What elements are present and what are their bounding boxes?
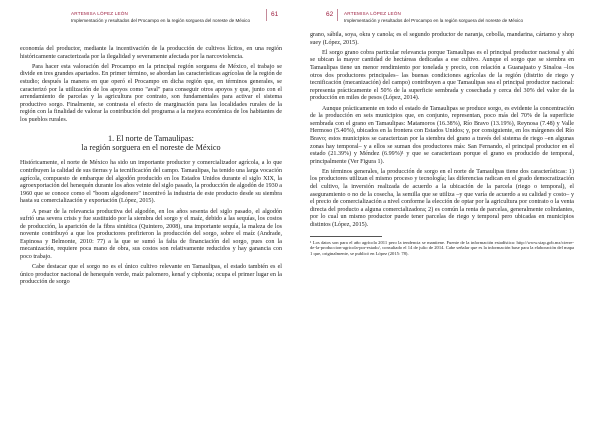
left-page <box>6 0 296 440</box>
right-page <box>306 0 596 440</box>
paragraph: En términos generales, la producción de sorgo en el norte de Tamaulipas tiene dos características: 1) los productores utilizan el mismo proceso y tecnología; las diferencias radican en el grado democratización del cultivo, la inversión realizada de acuerdo a la ubicación de la parcela (riego o temporal), el aseguramiento o no de la cosecha, la semilla que se utiliza –y que varía de acuerdo a su calidad y costo– y el precio de comercialización a nivel conforme la elección de optar por la agricultura por contrato o la venta directa del producto a alguna comercializadora; 2) es común la renta de parcelas, generalmente colindantes, por lo cual un mismo productor puede tener parcelas de riego y temporal pero ubicadas en municipios distintos (López, 2015). <box>310 168 574 229</box>
paragraph: economía del productor, mediante la incentivación de la producción de cultivos lícitos, en una región históricamente caracterizada por la ilegalidad y severamente afectada por la narcoviolencia. <box>20 46 282 60</box>
paragraph: Para hacer esta valoración del Procampo en la principal región sorguera de México, el trabajo se divide en tres grandes apartados. En primer término, se abordan las características agrícolas de la región de estudio; después la manera en que operó el Procampo en dicha región que, en términos generales, se caracterizó por la utilización de los apoyos como "aval" para conseguir otros apoyos y que, junto con el arrendamiento de parcelas y la agricultura por contrato, son fundamentales para activar el sistema productivo sorgo. Finalmente, se contrasta el efecto de marginación para las localidades rurales de la región con la finalidad de valorar la contribución del programa a la mejora económica de los habitantes de los pueblos rurales. <box>20 63 282 123</box>
footnote: ¹ Los datos son para el año agrícola 2011 pero la tendencia se mantiene. Fuente de la información estadística: http://www.siap.gob.mx/cierre-de-la-produccion-agricola-por-estado/, consultado el 14 de julio de 2014. Cabe señalar que es la información base para la elaboración del mapa 1 que, originalmente, se publicó en López (2015: 78). <box>310 239 574 256</box>
section-title <box>20 134 282 153</box>
paragraph: grano, sábila, soya, okra y canola; es el segundo productor de naranja, cebolla, mandarina, cártamo y shop suey (López, 2015). <box>310 32 574 46</box>
right-page-body <box>310 32 574 256</box>
paragraph: A pesar de la relevancia productiva del algodón, en los años sesenta del siglo pasado, el algodón sufrió una severa crisis y fue sustituido por la siembra del sorgo y el maíz, debido a las sequías, los costos de producción, la aparición de la fibra sintética (Quintero, 2008), una importante sequía, la maleza de los novente contribuyó a que los productores prefirieron la producción del sorgo, sobre el maíz (Andrade, Espinosa y Belmonte, 2010: 77) a la que se sumó la falta de financiación del sorgo, pues con la mecanización, requiere poca mano de obra, sus costos son relativamente reducidos y hay ganancia con poco trabajo. <box>20 208 282 261</box>
left-page-body <box>20 46 282 290</box>
page-number: 62 <box>326 9 338 21</box>
header-author: ARTEMISA LÓPEZ LEÓN <box>71 11 129 16</box>
page-number: 61 <box>266 9 278 21</box>
section-title-line: 1. El norte de Tamaulipas: <box>108 133 194 143</box>
header-title: Implementación y resultados del Procampo en la región sorguera del noreste de México <box>344 18 523 23</box>
paragraph: Aunque prácticamente en todo el estado de Tamaulipas se produce sorgo, es evidente la concentración de la producción en seis municipios que, en conjunto, representan, poco más del 70% de la superficie sembrada con el grano en Tamaulipas: Matamoros (16.38%), Río Bravo (13.19%), Reynosa (7.48) y Valle Hermoso (5.40%), ubicados en la frontera con Estados Unidos; y, por consiguiente, en los márgenes del Río Bravo; estos municipios se caracterizan por la siembra del grano a través del sistema de riego –en algunas zonas hay temporal– y a ellos se suman dos productores más: San Fernando, el principal productor en el estado (21.39%) y Méndez (6.99%)¹ y que se caracterizan porque el grano es producido de temporal, principalmente (Ver Figura 1). <box>310 105 574 165</box>
paragraph: Cabe destacar que el sorgo no es el único cultivo relevante en Tamaulipas, el estado también es el único productor nacional de henequén verde, maíz palomero, kenaf y cipbonia; ocupa el primer lugar en la producción de sorgo <box>20 264 282 286</box>
right-page-header <box>306 0 596 30</box>
left-page-header <box>6 0 296 30</box>
header-author: ARTEMISA LÓPEZ LEÓN <box>344 11 402 16</box>
paragraph: Históricamente, el norte de México ha sido un importante productor y comercializador agrícola, a lo que contribuyen la calidad de sus tierras y la tecnificación del campo. Tamaulipas, ha tenido una larga vocación agrícola, compuesto de embarque del algodón producido en los Estados Unidos durante el siglo XIX, la agroexportación del henequén durante los años veinte del siglo pasado, la producción de algodón de 1930 a 1960 que se conoce como el "boom algodonero" incentivó la industria de este producto desde su siembra hasta su comercialización y exportación (López, 2015). <box>20 160 282 205</box>
paragraph: El sorgo grano cobra particular relevancia porque Tamaulipas es el principal productor nacional y ahí se ubican la mayor cantidad de hectáreas dedicadas a ese cultivo. Aunque el sorgo que se siembra en Tamaulipas tiene un menor rendimiento por tonelada y precio, con relación a Guanajuato y Sinaloa –los otros dos productores principales– las buenas condiciones agrícolas de la región (distrito de riego y tecnificación (mecanización) del campo) contribuyen a que Tamaulipas sea el principal productor nacional: representa prácticamente el 50% de la superficie sembrada y cosechada y cerca del 30% del valor de la producción en miles de pesos (López, 2014). <box>310 49 574 102</box>
section-title-line: la región sorguera en el noreste de México <box>81 142 221 152</box>
header-title: Implementación y resultados del Procampo en la región sorguera del noreste de México <box>71 18 250 23</box>
footnote-divider <box>310 236 382 237</box>
